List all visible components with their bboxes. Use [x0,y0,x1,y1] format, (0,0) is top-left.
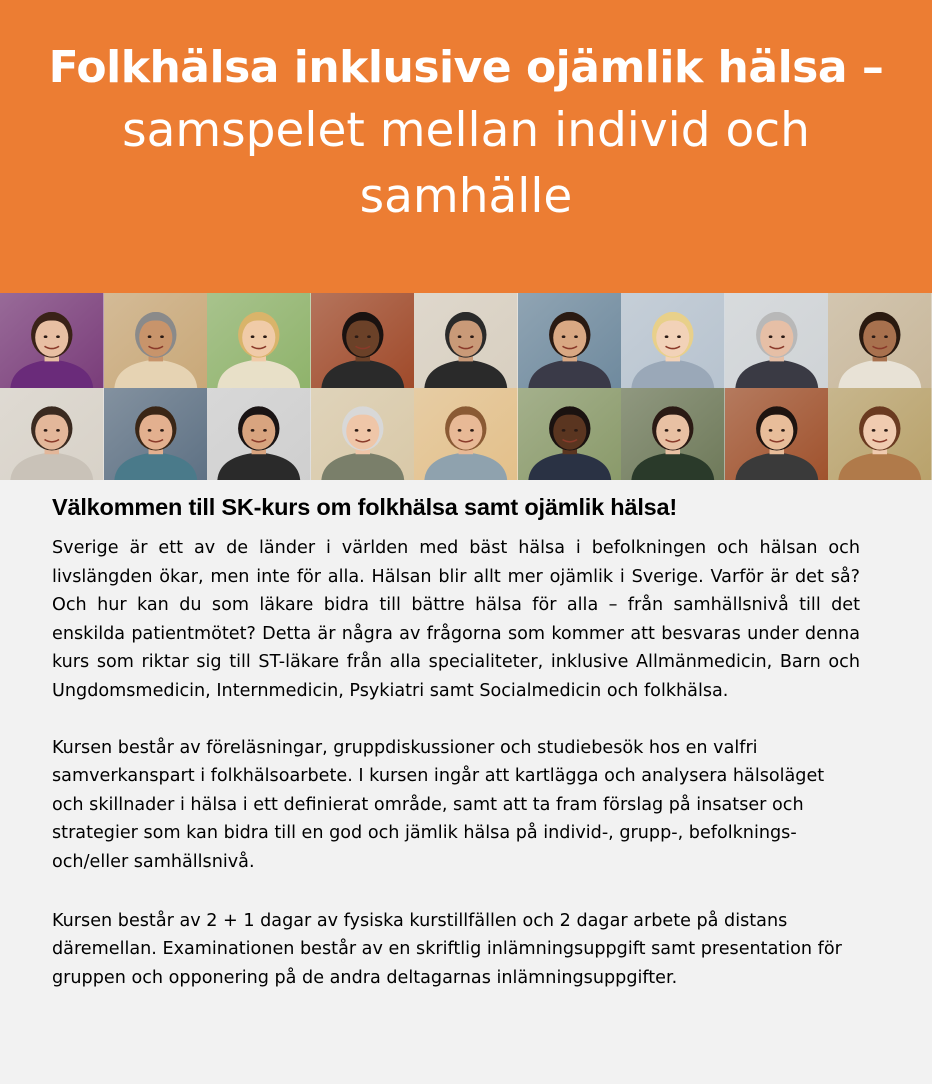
title-line-2: samspelet mellan individ och [122,103,810,158]
portrait-image [104,293,208,388]
course-format-paragraph: Kursen består av 2 + 1 dagar av fysiska kurstillfällen och 2 dagar arbete på distans däremellan. Examinationen består av en skriftlig inlämningsuppgift samt presentation för gruppen och opponering på de andra deltagarnas inlämningsuppgifter. [52,910,842,988]
portrait-image [104,388,208,480]
portrait-image [828,388,932,480]
portrait-photo [104,293,208,388]
portrait-image [311,388,415,480]
title-banner [0,0,932,293]
portrait-image [621,388,725,480]
portrait-photo [207,388,311,480]
portrait-photo [414,388,518,480]
portrait-photo [621,293,725,388]
portrait-image [518,388,622,480]
portrait-photo [311,388,415,480]
portrait-photo [414,293,518,388]
portrait-photo [518,293,622,388]
portrait-image [207,388,311,480]
portrait-photo [104,388,208,480]
portrait-photo [0,293,104,388]
portrait-photo [621,388,725,480]
portrait-image [725,293,829,388]
welcome-heading: Välkommen till SK-kurs om folkhälsa samt ojämlik hälsa! [52,494,678,520]
portrait-photo [518,388,622,480]
course-description [52,480,860,992]
portrait-image [0,388,104,480]
portrait-photo-collage [0,293,932,480]
portrait-photo [725,388,829,480]
title-line-3: samhälle [359,169,573,224]
portrait-image [0,293,104,388]
intro-paragraph: Sverige är ett av de länder i världen med bäst hälsa i befolkningen och hälsan och livslängden ökar, men inte för alla. Hälsan blir allt mer ojämlik i Sverige. Varför är det så? Och hur kan du som läkare bidra till bättre hälsa för alla – från samhällsnivå till det enskilda patientmötet? Detta är några av frågorna som kommer att besvaras under denna kurs som riktar sig till ST-läkare från alla specialiteter, inklusive Allmänmedicin, Barn och Ungdomsmedicin, Internmedicin, Psykiatri samt Socialmedicin och folkhälsa. [52,538,860,701]
portrait-photo [828,293,932,388]
portrait-image [621,293,725,388]
portrait-photo [207,293,311,388]
portrait-photo [828,388,932,480]
portrait-photo [0,388,104,480]
portrait-photo [311,293,415,388]
course-content-paragraph: Kursen består av föreläsningar, gruppdiskussioner och studiebesök hos en valfri samverkanspart i folkhälsoarbete. I kursen ingår att kartlägga och analysera hälsoläget och skillnader i hälsa i ett definierat område, samt att ta fram förslag på insatser och strategier som kan bidra till en god och jämlik hälsa på individ-, grupp-, befolknings- och/eller samhällsnivå. [52,737,825,872]
portrait-image [518,293,622,388]
portrait-image [207,293,311,388]
portrait-image [414,388,518,480]
portrait-image [414,293,518,388]
portrait-photo [725,293,829,388]
title-line-1: Folkhälsa inklusive ojämlik hälsa – [48,42,884,93]
portrait-image [311,293,415,388]
portrait-image [828,293,932,388]
portrait-image [725,388,829,480]
